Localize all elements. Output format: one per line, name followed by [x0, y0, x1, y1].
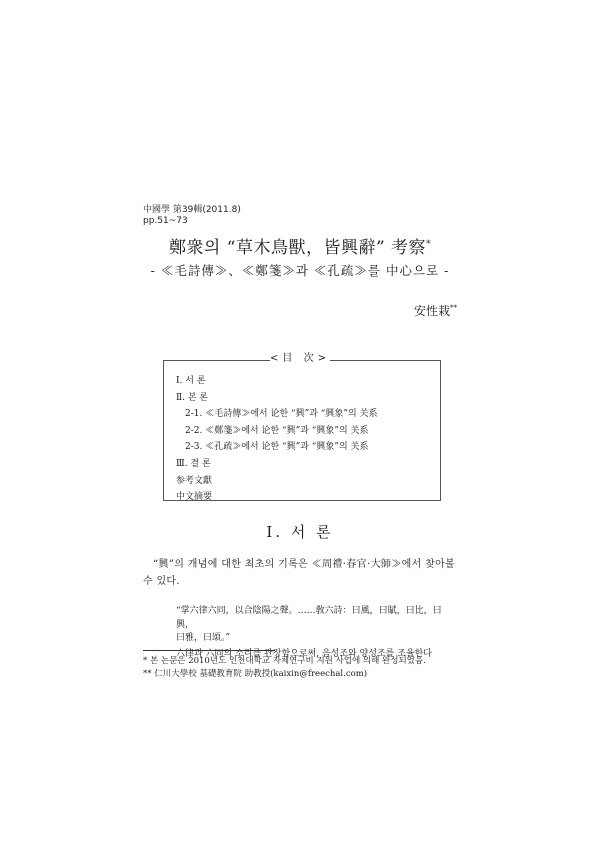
- author-footnote-marker: **: [450, 304, 457, 312]
- toc-item: 2-2. ≪鄭箋≫에서 论한 “興”과 “興象”의 关系: [185, 425, 369, 436]
- section-heading: Ⅰ. 서 론: [266, 523, 334, 541]
- toc-item: 参考文獻: [176, 475, 213, 486]
- paper-title-text: 鄭衆의 “草木鳥獸，皆興辭” 考察: [168, 238, 427, 258]
- author-name: 安性栽: [413, 304, 450, 318]
- toc-list: [176, 373, 378, 506]
- footnote-1: * 본 논문은 2010년도 인천대학교 자체연구비 지원 사업에 의해 완성되었음.: [143, 656, 426, 666]
- footnotes: [143, 655, 426, 681]
- toc-item: 中文摘要: [176, 492, 213, 503]
- body-paragraph: “興”의 개념에 대한 최초의 기록은 ≪周禮·春官·大師≫에서 찾아볼 수 있다.: [143, 559, 455, 587]
- footnote-2: ** 仁川大學校 基礎教育院 助教授(kaixin@freechal.com): [143, 669, 368, 679]
- paper-title: [0, 233, 600, 258]
- title-footnote-marker: *: [426, 239, 432, 250]
- toc-item: 2-3. ≪孔疏≫에서 论한 “興”과 “興象”의 关系: [185, 442, 369, 453]
- quote-translation: 六律과 六同의 소리를 관장함으로써, 음성조와 양성조를 조율한다: [176, 648, 432, 659]
- quotation-block: [176, 605, 456, 661]
- toc-item: 2-1. ≪毛詩傳≫에서 论한 “興”과 “興象”의 关系: [185, 409, 378, 420]
- paper-subtitle: - ≪毛詩傳≫、≪鄭箋≫과 ≪孔疏≫를 中心으로 -: [150, 263, 450, 278]
- author: [414, 302, 457, 319]
- toc-header: <目 次>: [270, 353, 330, 364]
- quote-line: “掌六律六同，以合陰陽之聲。……敎六詩：曰風，曰賦，曰比，曰興，: [176, 606, 442, 630]
- journal-pages: pp.51~73: [143, 216, 188, 226]
- footnote-divider: [143, 650, 275, 651]
- journal-volume: 中國學 第39輯(2011.8): [143, 205, 241, 215]
- journal-info: [143, 205, 241, 227]
- toc-item: Ⅱ. 본 론: [176, 392, 209, 403]
- toc-item: Ⅲ. 결 론: [176, 458, 211, 469]
- toc-item: Ⅰ. 서 론: [176, 376, 206, 386]
- quote-line: 曰雅，曰頌。”: [176, 633, 231, 643]
